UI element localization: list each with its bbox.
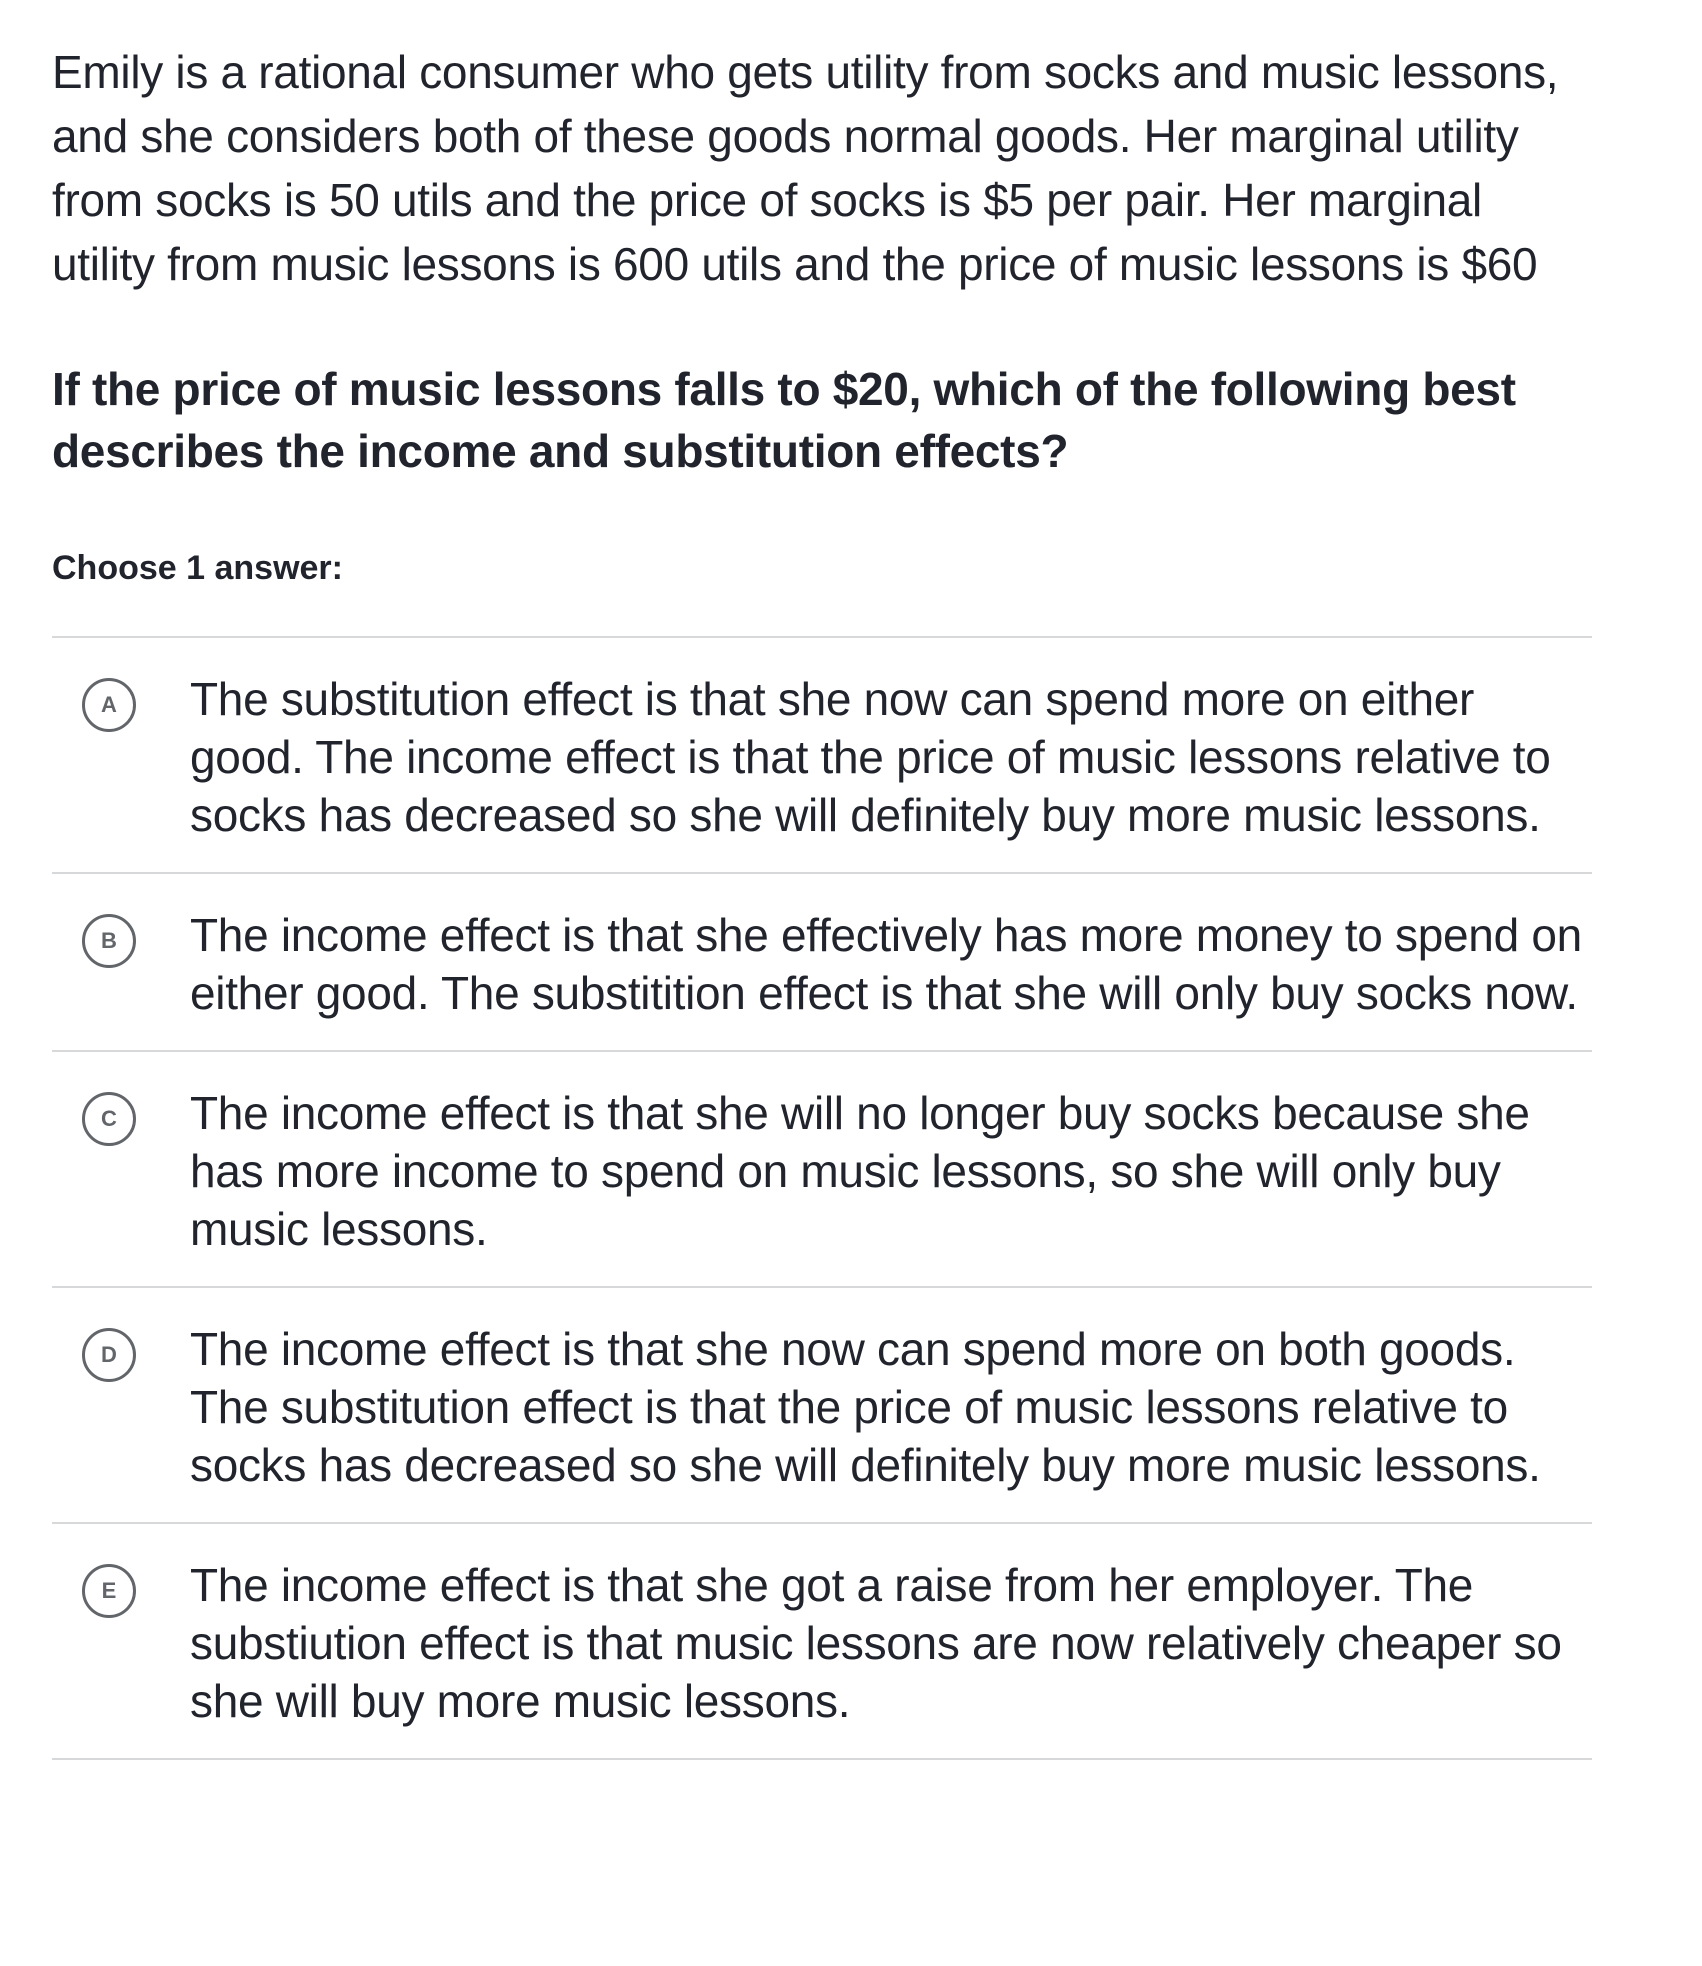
- answer-option-b[interactable]: [52, 874, 1592, 1052]
- answer-text-a: The substitution effect is that she now can spend more on either good. The income effect is that the price of music lessons relative to socks has decreased so she will definitely buy more music lessons.: [190, 673, 1551, 841]
- exercise-content: [52, 40, 1592, 1760]
- choice-bubble-d[interactable]: D: [82, 1328, 136, 1382]
- choice-bubble-b[interactable]: B: [82, 914, 136, 968]
- answer-text-b: The income effect is that she effectively has more money to spend on either good. The substitition effect is that she will only buy socks now.: [190, 909, 1582, 1019]
- answer-text-c: The income effect is that she will no longer buy socks because she has more income to spend on music lessons, so she will only buy music lessons.: [190, 1087, 1530, 1255]
- question-text: Emily is a rational consumer who gets utility from socks and music lessons, and she considers both of these goods normal goods. Her marginal utility from socks is 50 utils and the price of socks is $5 per pair. Her marginal utility from music lessons is 600 utils and the price of music lessons is $60: [52, 46, 1559, 290]
- choice-bubble-e[interactable]: E: [82, 1564, 136, 1618]
- choice-bubble-a[interactable]: A: [82, 678, 136, 732]
- answer-option-d[interactable]: [52, 1288, 1592, 1524]
- choice-bubble-c[interactable]: C: [82, 1092, 136, 1146]
- answer-option-a[interactable]: [52, 638, 1592, 874]
- question-prompt: If the price of music lessons falls to $20, which of the following best describes the income and substitution effects?: [52, 363, 1516, 477]
- answer-text-e: The income effect is that she got a raise from her employer. The substiution effect is that music lessons are now relatively cheaper so she will buy more music lessons.: [190, 1559, 1562, 1727]
- answer-text-d: The income effect is that she now can spend more on both goods. The substitution effect is that the price of music lessons relative to socks has decreased so she will definitely buy more music lessons.: [190, 1323, 1541, 1491]
- answer-option-c[interactable]: [52, 1052, 1592, 1288]
- answer-option-e[interactable]: [52, 1524, 1592, 1760]
- answer-list: [52, 636, 1592, 1760]
- answer-instructions: Choose 1 answer:: [52, 549, 343, 587]
